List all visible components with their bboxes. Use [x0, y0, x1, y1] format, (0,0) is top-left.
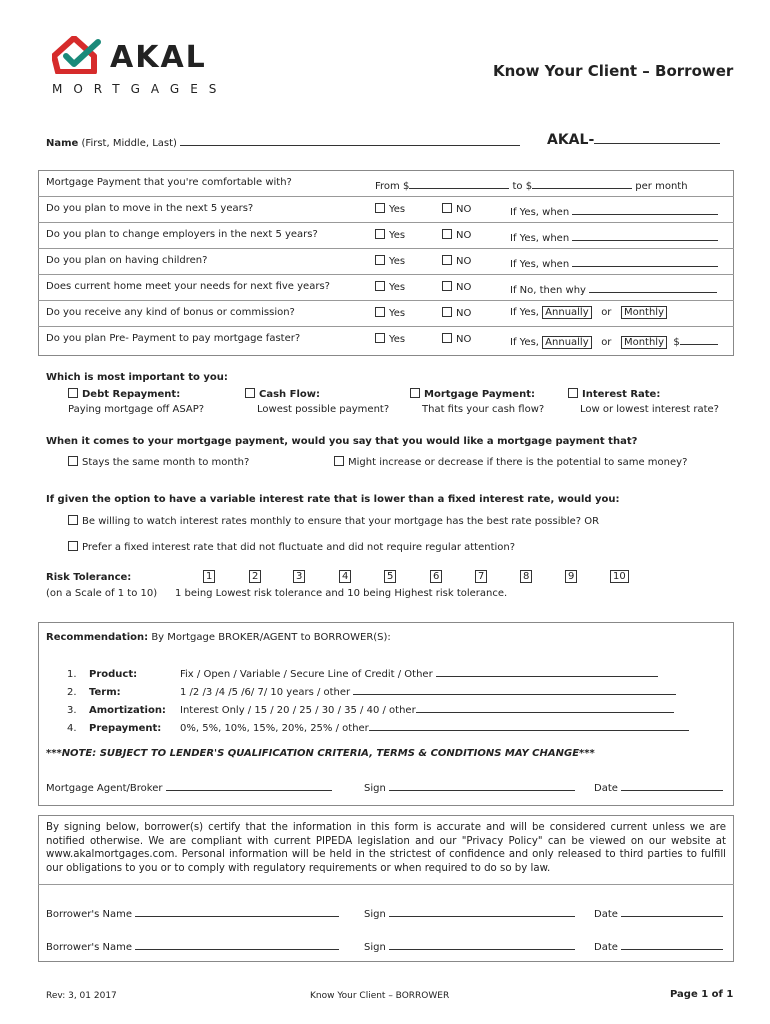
needs-label: Does current home meet your needs for next five years?	[46, 281, 330, 292]
option-title: Interest Rate:	[582, 389, 661, 400]
risk-level-6[interactable]: 6	[430, 570, 442, 583]
checkbox-icon[interactable]	[68, 388, 78, 398]
checkbox-icon[interactable]	[375, 203, 385, 213]
move-when	[510, 203, 718, 218]
employers-no[interactable]	[442, 229, 471, 241]
checkbox-icon[interactable]	[442, 255, 452, 265]
important-option-rate[interactable]	[568, 387, 719, 417]
borrower-1-date	[594, 905, 723, 920]
payment-from-label: From $	[375, 181, 410, 192]
bonus-yes[interactable]	[375, 307, 405, 319]
checkbox-icon[interactable]	[442, 281, 452, 291]
date-label: Date	[594, 942, 618, 953]
borrower-2-signature-field[interactable]	[389, 938, 575, 950]
risk-level-10[interactable]: 10	[610, 570, 629, 583]
date-label: Date	[594, 909, 618, 920]
borrower-2-name-field[interactable]	[135, 938, 339, 950]
option-desc: Paying mortgage off ASAP?	[68, 404, 205, 415]
recommendation-heading	[46, 632, 391, 643]
rec-item-prepayment	[67, 719, 697, 734]
no-label: NO	[456, 256, 472, 267]
risk-level-4[interactable]: 4	[339, 570, 351, 583]
payment-label: Mortgage Payment that you're comfortable with?	[46, 177, 292, 188]
prepay-label: Do you plan Pre- Payment to pay mortgage faster?	[46, 333, 301, 344]
option-label: Might increase or decrease if there is the potential to same money?	[348, 457, 688, 468]
children-when-field[interactable]	[572, 255, 718, 267]
bonus-label: Do you receive any kind of bonus or commission?	[46, 307, 295, 318]
yes-label: Yes	[389, 230, 406, 241]
sign-label: Sign	[364, 942, 386, 953]
risk-level-5[interactable]: 5	[384, 570, 396, 583]
children-no[interactable]	[442, 255, 471, 267]
follow-label: If Yes,	[510, 337, 539, 348]
agent-sign	[364, 779, 575, 794]
name-hint: (First, Middle, Last)	[81, 138, 177, 149]
house-check-icon	[52, 36, 102, 74]
rec-item-product	[67, 665, 697, 680]
rec-item-term	[67, 683, 697, 698]
employers-when	[510, 229, 718, 244]
product-field[interactable]	[436, 665, 658, 677]
variable-heading: If given the option to have a variable interest rate that is lower than a fixed interest rate, would you:	[46, 494, 620, 505]
agent-date	[594, 779, 723, 794]
payment-pref-vary[interactable]	[334, 456, 687, 468]
borrower-2-sign	[364, 938, 575, 953]
form-title: Know Your Client – Borrower	[493, 62, 734, 80]
employers-when-field[interactable]	[572, 229, 718, 241]
item-value: Fix / Open / Variable / Secure Line of Credit / Other	[180, 669, 433, 680]
children-yes[interactable]	[375, 255, 405, 267]
risk-level-8[interactable]: 8	[520, 570, 532, 583]
no-label: NO	[456, 334, 472, 345]
item-label: Amortization:	[89, 705, 166, 716]
risk-scale-note: (on a Scale of 1 to 10)	[46, 588, 158, 599]
borrower-2-date	[594, 938, 723, 953]
checkbox-icon[interactable]	[68, 541, 78, 551]
recommendation-subtitle: By Mortgage BROKER/AGENT to BORROWER(S):	[151, 632, 391, 643]
no-label: NO	[456, 230, 472, 241]
needs-why-field[interactable]	[589, 281, 717, 293]
risk-label: Risk Tolerance:	[46, 572, 132, 583]
children-when	[510, 255, 718, 270]
name-row	[46, 134, 536, 149]
checkbox-icon[interactable]	[375, 255, 385, 265]
recommendation-note: ***NOTE: SUBJECT TO LENDER'S QUALIFICATION CRITERIA, TERMS & CONDITIONS MAY CHANGE***	[46, 748, 595, 759]
needs-no[interactable]	[442, 281, 471, 293]
payment-pref-same[interactable]	[68, 456, 249, 468]
borrower-2-name	[46, 938, 339, 953]
yes-label: Yes	[389, 256, 406, 267]
akal-prefix: AKAL-	[547, 132, 595, 148]
agent-signature-field[interactable]	[389, 779, 575, 791]
date-label: Date	[594, 783, 618, 794]
checkbox-icon[interactable]	[68, 456, 78, 466]
no-label: NO	[456, 308, 472, 319]
bonus-no[interactable]	[442, 307, 471, 319]
borrower-1-name-field[interactable]	[135, 905, 339, 917]
important-option-cashflow[interactable]	[245, 387, 389, 417]
checkbox-icon[interactable]	[568, 388, 578, 398]
option-title: Cash Flow:	[259, 389, 321, 400]
variable-fixed[interactable]	[68, 541, 515, 553]
prepay-yes[interactable]	[375, 333, 405, 345]
bonus-frequency	[510, 307, 667, 318]
checkbox-icon[interactable]	[375, 307, 385, 317]
borrower-1-date-field[interactable]	[621, 905, 723, 917]
no-label: NO	[456, 204, 472, 215]
option-title: Debt Repayment:	[82, 389, 181, 400]
employers-yes[interactable]	[375, 229, 405, 241]
item-num: 3.	[67, 705, 77, 716]
item-label: Term:	[89, 687, 121, 698]
risk-level-1[interactable]: 1	[203, 570, 215, 583]
akal-id	[547, 130, 720, 148]
amortization-field[interactable]	[416, 701, 674, 713]
item-num: 1.	[67, 669, 77, 680]
option-desc: Low or lowest interest rate?	[580, 404, 719, 415]
borrower-1-signature-field[interactable]	[389, 905, 575, 917]
borrower-label: Borrower's Name	[46, 942, 133, 953]
payment-range	[375, 177, 688, 192]
risk-level-9[interactable]: 9	[565, 570, 577, 583]
agent-name-field[interactable]	[166, 779, 332, 791]
checkbox-icon[interactable]	[375, 229, 385, 239]
or-label: or	[601, 307, 612, 318]
yes-label: Yes	[389, 334, 406, 345]
important-heading: Which is most important to you:	[46, 372, 228, 383]
recommendation-title: Recommendation:	[46, 632, 149, 643]
prepay-no[interactable]	[442, 333, 471, 345]
checkbox-icon[interactable]	[68, 515, 78, 525]
logo	[52, 36, 102, 78]
sign-label: Sign	[364, 909, 386, 920]
important-option-payment[interactable]	[410, 387, 544, 417]
item-label: Prepayment:	[89, 723, 162, 734]
move-label: Do you plan to move in the next 5 years?	[46, 203, 254, 214]
akal-id-field[interactable]	[594, 130, 720, 144]
follow-label: If Yes, when	[510, 207, 570, 218]
no-label: NO	[456, 282, 472, 293]
employers-label: Do you plan to change employers in the next 5 years?	[46, 229, 318, 240]
follow-label: If Yes,	[510, 307, 539, 318]
prepay-monthly-option[interactable]: Monthly	[621, 336, 667, 349]
dollar-label: $	[673, 337, 680, 348]
consent-text: By signing below, borrower(s) certify that the information in this form is accurate and will be considered current unless we are notified otherwise. We are compliant with current PIPEDA legislation and our "Privacy Policy" can be viewed on our website at www.akalmortgages.com. Personal information will be held in the strictest of confidence and only released to third parties to fulfill our obligations to you or to comply with regulatory requirements or when required to do so by law.	[46, 822, 726, 874]
borrower-1-name	[46, 905, 339, 920]
prepayment-field[interactable]	[369, 719, 689, 731]
item-value: 0%, 5%, 10%, 15%, 20%, 25% / other	[180, 723, 369, 734]
borrower-label: Borrower's Name	[46, 909, 133, 920]
item-value: 1 /2 /3 /4 /5 /6/ 7/ 10 years / other	[180, 687, 351, 698]
follow-label: If No, then why	[510, 285, 586, 296]
checkbox-icon[interactable]	[442, 229, 452, 239]
follow-label: If Yes, when	[510, 233, 570, 244]
borrower-1-sign	[364, 905, 575, 920]
brand-sub: MORTGAGES	[52, 82, 228, 96]
agent-label: Mortgage Agent/Broker	[46, 783, 163, 794]
variable-watch[interactable]	[68, 515, 599, 527]
rec-item-amortization	[67, 701, 697, 716]
brand-name: AKAL	[110, 40, 207, 75]
bonus-monthly-option[interactable]: Monthly	[621, 306, 667, 319]
option-label: Prefer a fixed interest rate that did not fluctuate and did not require regular attention?	[82, 542, 516, 553]
checkbox-icon[interactable]	[375, 333, 385, 343]
checkbox-icon[interactable]	[375, 281, 385, 291]
checkbox-icon[interactable]	[410, 388, 420, 398]
risk-explain: 1 being Lowest risk tolerance and 10 being Highest risk tolerance.	[175, 588, 508, 599]
yes-label: Yes	[389, 282, 406, 293]
prepay-frequency	[510, 333, 718, 348]
checkbox-icon[interactable]	[442, 203, 452, 213]
risk-level-7[interactable]: 7	[475, 570, 487, 583]
payment-per-label: per month	[635, 181, 688, 192]
yes-label: Yes	[389, 204, 406, 215]
name-label: Name	[46, 138, 79, 149]
option-label: Be willing to watch interest rates monthly to ensure that your mortgage has the best rate possible? OR	[82, 516, 600, 527]
bonus-annually-option[interactable]: Annually	[542, 306, 591, 319]
follow-label: If Yes, when	[510, 259, 570, 270]
prepay-annually-option[interactable]: Annually	[542, 336, 591, 349]
item-num: 4.	[67, 723, 77, 734]
prepay-amount-field[interactable]	[680, 333, 718, 345]
risk-level-3[interactable]: 3	[293, 570, 305, 583]
payment-to-field[interactable]	[532, 177, 632, 189]
option-desc: Lowest possible payment?	[257, 404, 390, 415]
checkbox-icon[interactable]	[245, 388, 255, 398]
option-desc: That fits your cash flow?	[422, 404, 545, 415]
move-when-field[interactable]	[572, 203, 718, 215]
agent-sign-row	[46, 779, 332, 794]
footer-center: Know Your Client – BORROWER	[310, 991, 450, 1001]
option-label: Stays the same month to month?	[82, 457, 250, 468]
footer-rev: Rev: 3, 01 2017	[46, 991, 117, 1001]
sign-label: Sign	[364, 783, 386, 794]
needs-why	[510, 281, 717, 296]
payment-pref-heading: When it comes to your mortgage payment, would you say that you would like a mortgage payment that?	[46, 436, 638, 447]
move-no[interactable]	[442, 203, 471, 215]
footer-page: Page 1 of 1	[670, 989, 734, 1000]
option-title: Mortgage Payment:	[424, 389, 535, 400]
agent-date-field[interactable]	[621, 779, 723, 791]
payment-from-field[interactable]	[409, 177, 509, 189]
needs-yes[interactable]	[375, 281, 405, 293]
yes-label: Yes	[389, 308, 406, 319]
or-label: or	[601, 337, 612, 348]
item-value: Interest Only / 15 / 20 / 25 / 30 / 35 / 40 / other	[180, 705, 416, 716]
item-num: 2.	[67, 687, 77, 698]
move-yes[interactable]	[375, 203, 405, 215]
name-field[interactable]	[180, 134, 520, 146]
risk-level-2[interactable]: 2	[249, 570, 261, 583]
children-label: Do you plan on having children?	[46, 255, 208, 266]
checkbox-icon[interactable]	[442, 307, 452, 317]
checkbox-icon[interactable]	[334, 456, 344, 466]
payment-to-label: to $	[512, 181, 533, 192]
checkbox-icon[interactable]	[442, 333, 452, 343]
important-option-debt[interactable]	[68, 387, 204, 417]
term-field[interactable]	[353, 683, 676, 695]
item-label: Product:	[89, 669, 138, 680]
borrower-2-date-field[interactable]	[621, 938, 723, 950]
